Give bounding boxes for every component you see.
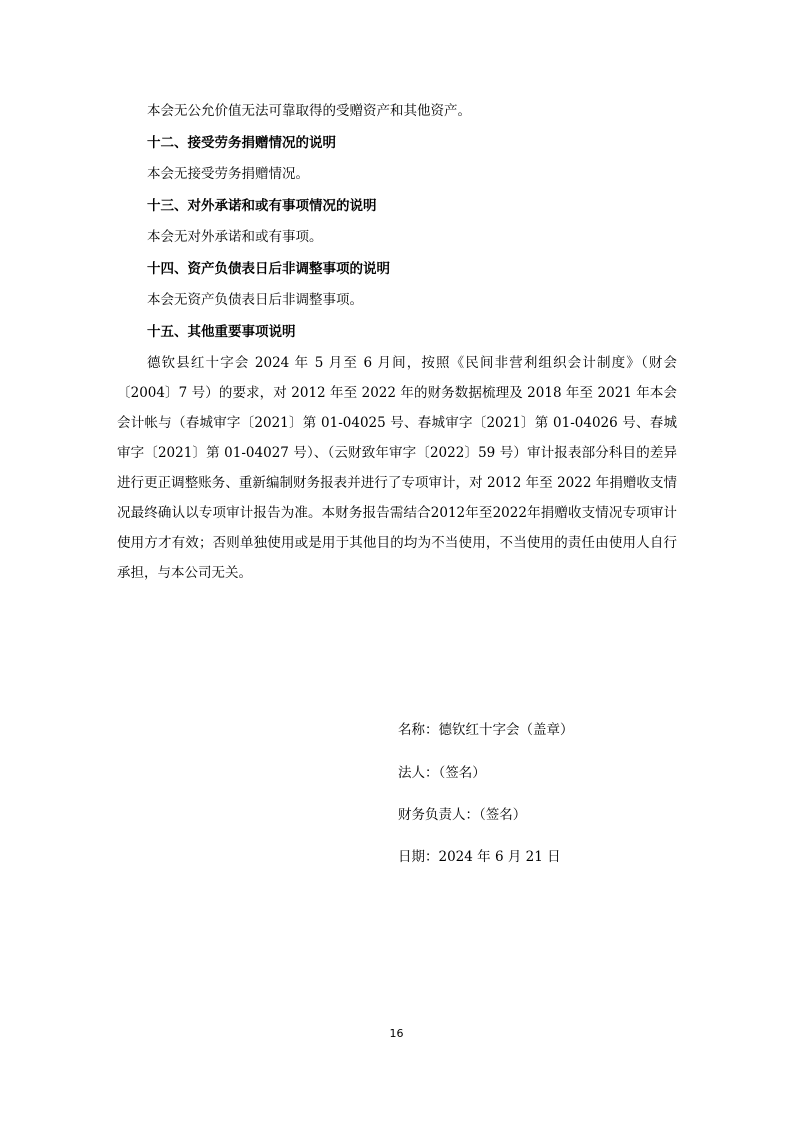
page-number: 16 <box>389 1027 404 1040</box>
section-15-body: 德钦县红十字会 2024 年 5 月至 6 月间，按照《民间非营利组织会计制度》（财会〔2004〕7 号）的要求，对 2012 年至 2022 年的财务数据梳理及 2018 年至 2021 年本会会计帐与（春城审字〔2021〕第 01-04025 号、春城审字〔2021〕第 01-04026 号、春城审字〔2021〕第 01-04027 号）、（云财致年审字〔2022〕59 号）审计报表部分科目的差异进行更正调整账务、重新编制财务报表并进行了专项审计，对 2012 年至 2022 年捐赠收支情况最终确认以专项审计报告为准。本财务报告需结合2012年至2022年捐赠收支情况专项审计使用方才有效；否则单独使用或是用于其他目的均为不当使用，不当使用的责任由使用人自行承担，与本公司无关。 <box>117 355 677 581</box>
signature-date: 日期：2024 年 6 月 21 日 <box>398 849 561 865</box>
signature-name: 名称：德钦红十字会（盖章） <box>398 722 574 738</box>
intro-text: 本会无公允价值无法可靠取得的受赠资产和其他资产。 <box>147 103 471 119</box>
section-14-body: 本会无资产负债表日后非调整事项。 <box>147 292 363 308</box>
signature-finance-head: 财务负责人：（签名） <box>398 807 527 823</box>
section-13-heading: 十三、对外承诺和或有事项情况的说明 <box>147 198 377 214</box>
section-12-heading: 十二、接受劳务捐赠情况的说明 <box>147 135 336 151</box>
section-12-body: 本会无接受劳务捐赠情况。 <box>147 166 309 182</box>
section-14-heading: 十四、资产负债表日后非调整事项的说明 <box>147 261 390 277</box>
section-13-body: 本会无对外承诺和或有事项。 <box>147 229 323 245</box>
signature-legal-person: 法人：（签名） <box>398 765 486 781</box>
section-15-heading: 十五、其他重要事项说明 <box>147 324 296 340</box>
